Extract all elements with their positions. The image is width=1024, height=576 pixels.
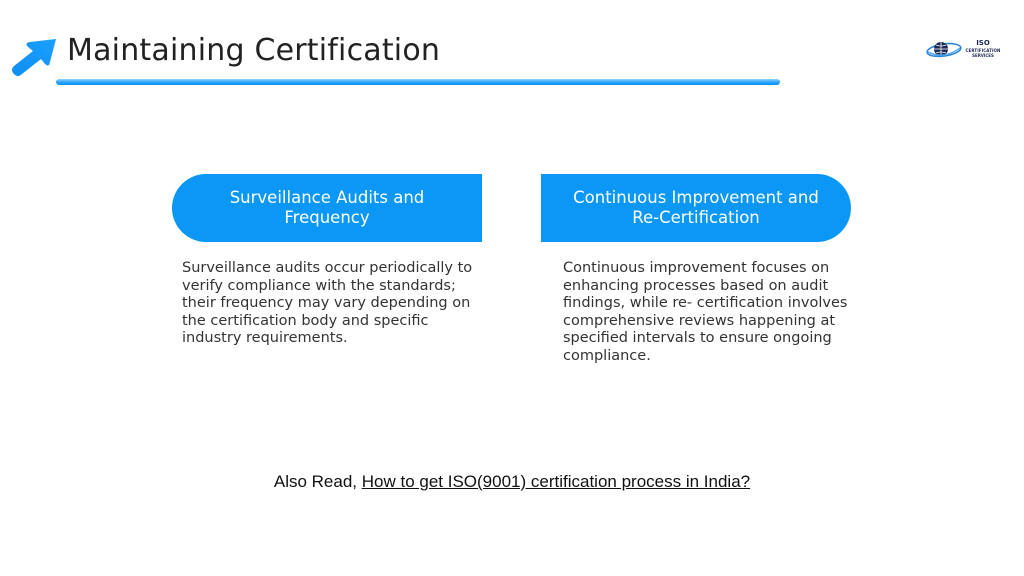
card-heading-surveillance-audits: Surveillance Audits and Frequency	[172, 174, 482, 242]
logo-line-3: SERVICES	[972, 53, 994, 58]
also-read-link[interactable]: How to get ISO(9001) certification process in India?	[361, 472, 751, 491]
logo-line-2: CERTIFICATION	[965, 48, 1001, 53]
logo-text	[962, 40, 1004, 58]
title-underline	[56, 79, 780, 85]
arrow-up-right-icon	[10, 37, 58, 79]
card-body-continuous-improvement: Continuous improvement focuses on enhancing processes based on audit findings, while re- certification involves comprehensive reviews happening at specified intervals to ensure ongoing compliance.	[563, 260, 848, 364]
logo-line-1: ISO	[976, 39, 990, 47]
also-read-prefix: Also Read,	[273, 472, 362, 491]
globe-logo-icon	[926, 38, 962, 62]
card-heading-continuous-improvement: Continuous Improvement and Re-Certification	[541, 174, 851, 242]
page-title: Maintaining Certification	[67, 33, 441, 68]
card-body-surveillance-audits: Surveillance audits occur periodically to verify compliance with the standards; their frequency may vary depending on the certification body and specific industry requirements.	[182, 260, 473, 347]
company-logo	[926, 38, 1004, 62]
also-read-line	[0, 472, 1024, 492]
